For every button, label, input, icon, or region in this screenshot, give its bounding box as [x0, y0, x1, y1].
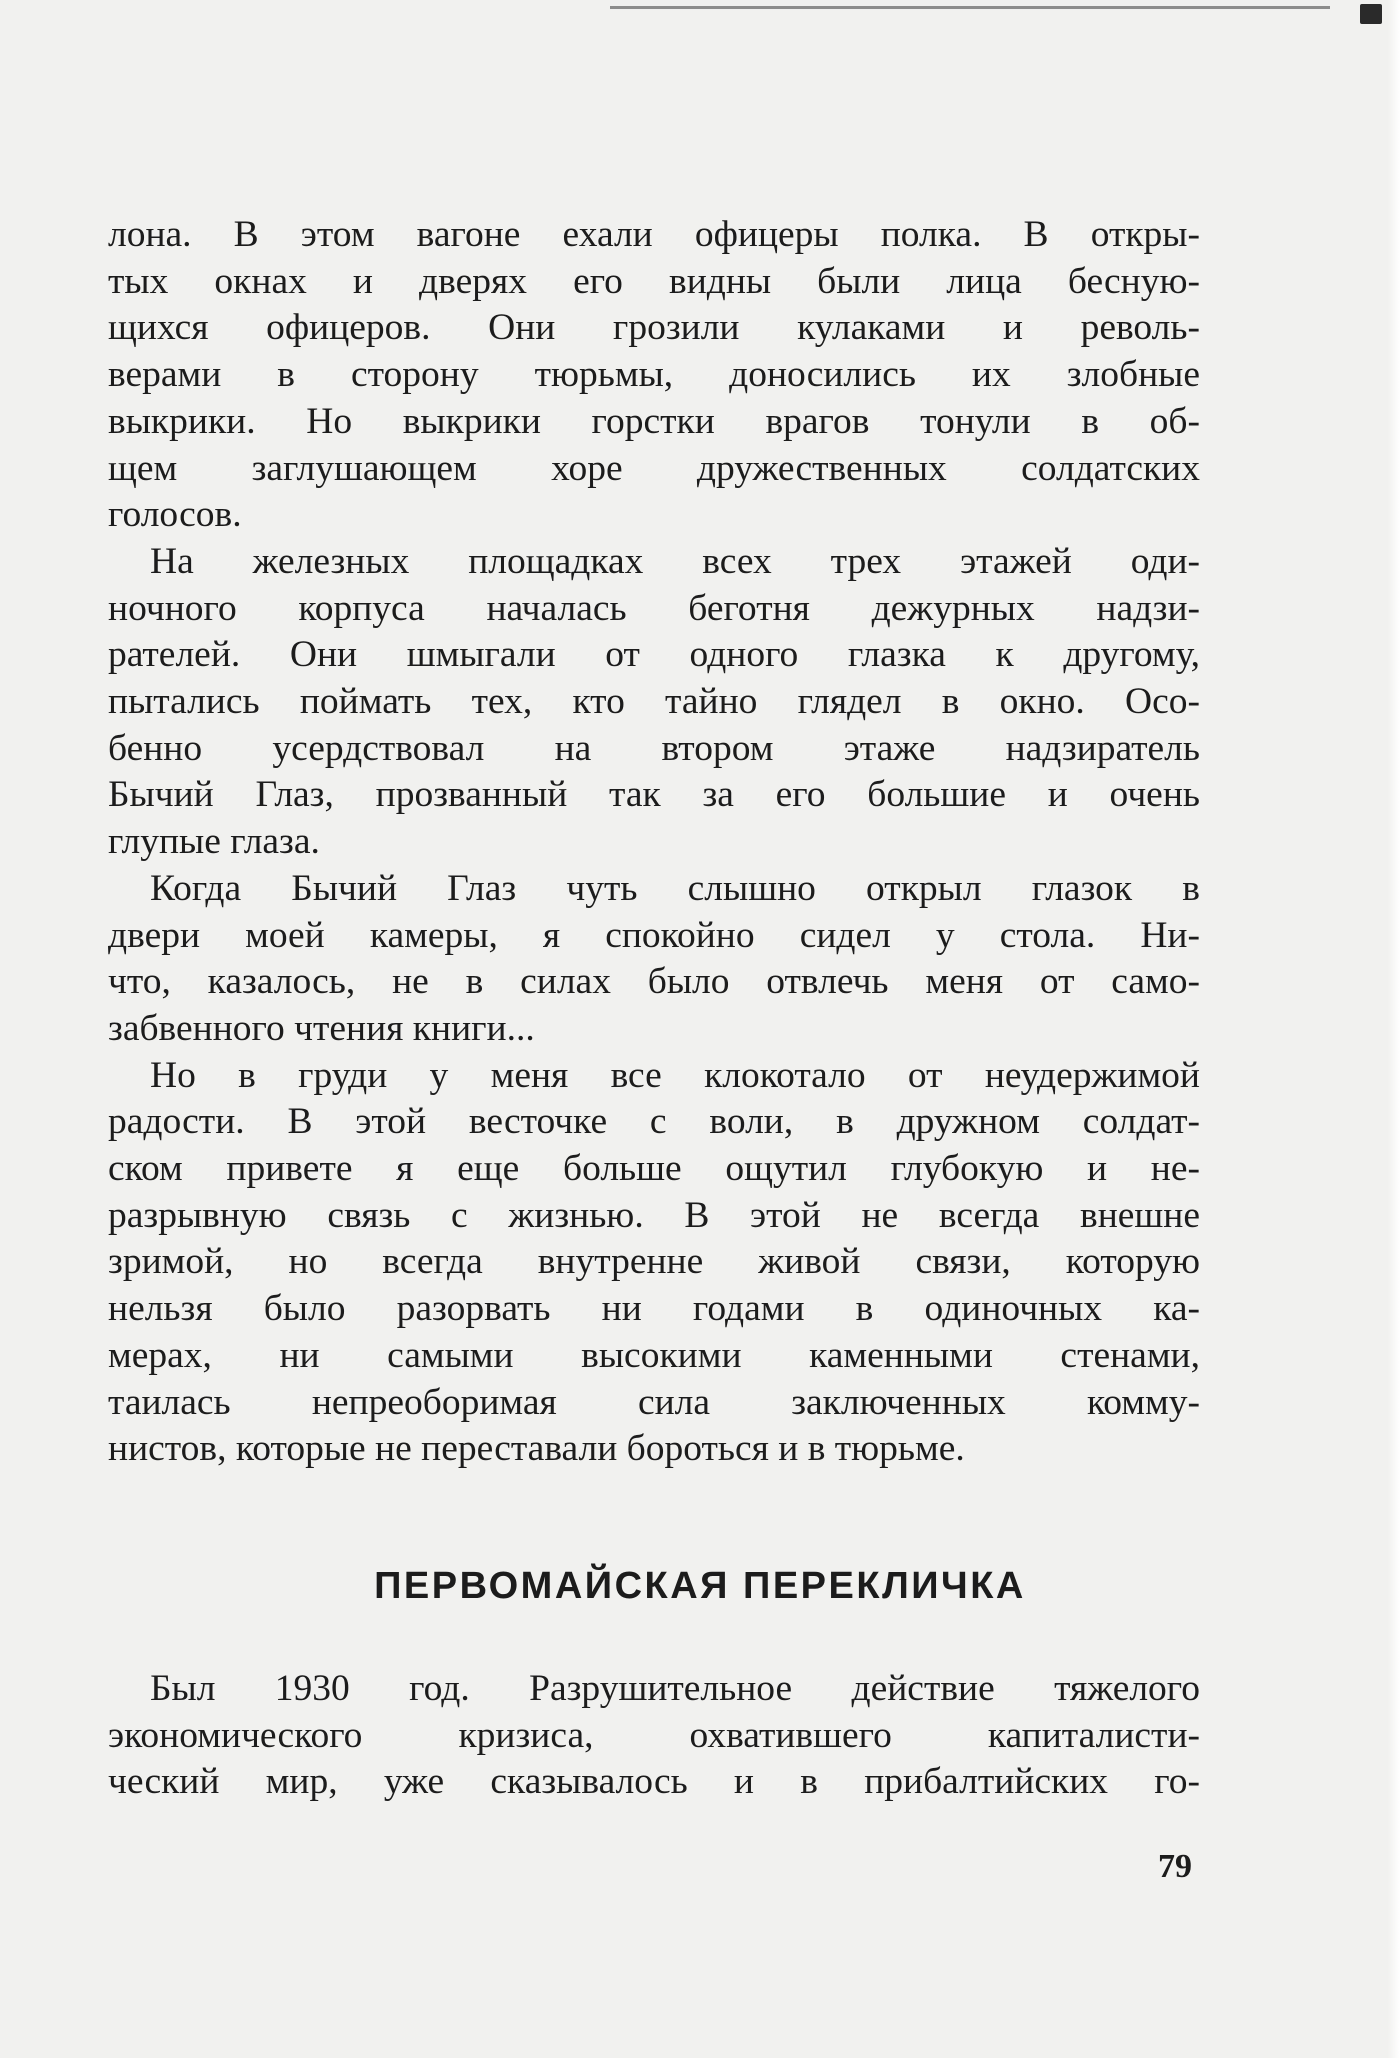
- text-line: таилась непреоборимая сила заключенных комму-: [108, 1381, 1200, 1423]
- text-line: щихся офицеров. Они грозили кулаками и револь-: [108, 307, 1200, 349]
- page-edge-shadow: [1388, 0, 1400, 2058]
- text-line: пытались поймать тех, кто тайно глядел в окно. Осо-: [108, 681, 1200, 723]
- text-line: мерах, ни самыми высокими каменными стенами,: [108, 1334, 1200, 1376]
- page-number: 79: [1158, 1848, 1192, 1885]
- text-line: нистов, которые не переставали бороться и в тюрьме.: [108, 1428, 965, 1470]
- text-line: выкрики. Но выкрики горстки врагов тонули в об-: [108, 400, 1200, 442]
- text-line: голосов.: [108, 494, 242, 536]
- text-line: двери моей камеры, я спокойно сидел у стола. Ни-: [108, 914, 1200, 956]
- text-line: бенно усердствовал на втором этаже надзиратель: [108, 727, 1200, 769]
- scan-corner-mark: [1360, 4, 1382, 24]
- text-line: Бычий Глаз, прозванный так за его большие и очень: [108, 774, 1200, 816]
- text-line: забвенного чтения книги...: [108, 1007, 535, 1049]
- text-line: ческий мир, уже сказывалось и в прибалтийских го-: [108, 1761, 1200, 1803]
- text-line: экономического кризиса, охватившего капиталисти-: [108, 1714, 1200, 1756]
- text-line: ском привете я еще больше ощутил глубокую и не-: [108, 1148, 1200, 1190]
- text-line: рателей. Они шмыгали от одного глазка к другому,: [108, 634, 1200, 676]
- text-line: Но в груди у меня все клокотало от неудержимой: [150, 1054, 1200, 1096]
- text-line: нельзя было разорвать ни годами в одиночных ка-: [108, 1288, 1200, 1330]
- text-line: глупые глаза.: [108, 821, 320, 863]
- section-heading: ПЕРВОМАЙСКАЯ ПЕРЕКЛИЧКА: [374, 1565, 1026, 1607]
- text-line: Когда Бычий Глаз чуть слышно открыл глазок в: [150, 867, 1200, 909]
- text-line: Был 1930 год. Разрушительное действие тяжелого: [150, 1668, 1200, 1709]
- text-line: щем заглушающем хоре дружественных солдатских: [108, 447, 1200, 489]
- scan-top-rule: [610, 6, 1330, 9]
- text-line: ночного корпуса началась беготня дежурных надзи-: [108, 587, 1200, 629]
- text-line: верами в сторону тюрьмы, доносились их злобные: [108, 354, 1200, 396]
- text-line: радости. В этой весточке с воли, в дружном солдат-: [108, 1101, 1200, 1143]
- text-line: зримой, но всегда внутренне живой связи, которую: [108, 1241, 1200, 1283]
- section-body-text: [108, 1666, 1200, 1806]
- text-line: разрывную связь с жизнью. В этой не всегда внешне: [108, 1194, 1200, 1236]
- text-line: тых окнах и дверях его видны были лица бесную-: [108, 260, 1200, 302]
- text-line: что, казалось, не в силах было отвлечь меня от само-: [108, 961, 1200, 1003]
- text-line: лона. В этом вагоне ехали офицеры полка. В откры-: [108, 214, 1200, 255]
- body-text: [108, 212, 1200, 1473]
- text-line: На железных площадках всех трех этажей оди-: [150, 540, 1200, 582]
